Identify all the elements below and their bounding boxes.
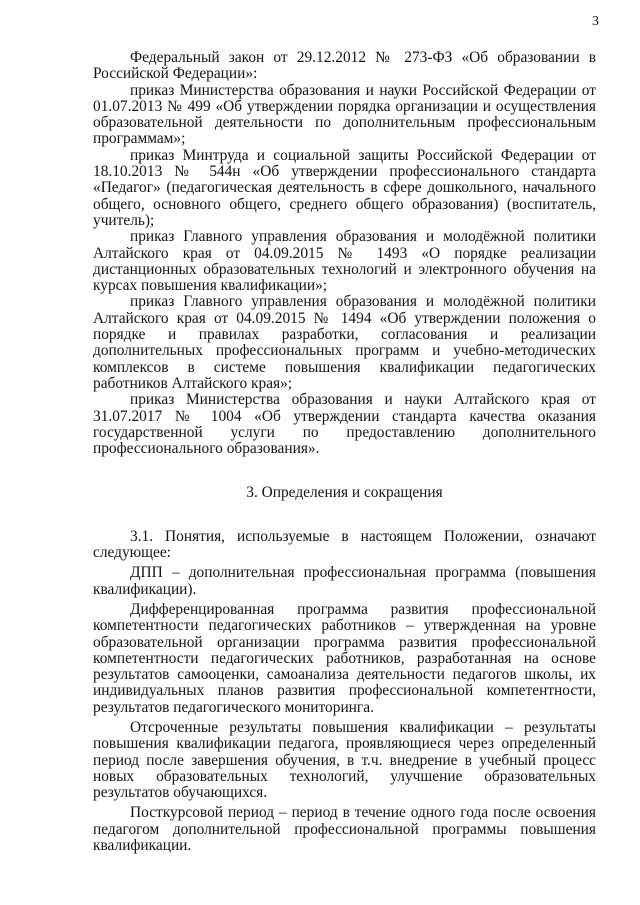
definition-item: Отсроченные результаты повышения квалификации – результаты повышения квалификации педагога, проявляющиеся через определенный период после завершения обучения, в т.ч. внедрение в учебный процесс новых образовательных технологий, улучшение образовательных результатов обучающихся. — [93, 718, 596, 802]
document-body — [93, 50, 596, 854]
definition-item: ДПП – дополнительная профессиональная программа (повышения квалификации). — [93, 564, 596, 598]
legal-basis-item: приказ Главного управления образования и молодёжной политики Алтайского края от 04.09.2015 № 1494 «Об утверждении положения о порядке и правилах разработки, согласования и реализации дополнительных профессиональных программ и учебно-методических комплексов в системе повышения квалификации педагогических работников Алтайского края»; — [93, 293, 596, 392]
definition-item: Посткурсовой период – период в течение одного года после освоения педагогом дополнительной профессиональной программы повышения квалификации. — [93, 804, 596, 855]
definitions-intro: 3.1. Понятия, используемые в настоящем Положении, означают следующее: — [93, 527, 596, 562]
definition-item: Дифференцированная программа развития профессиональной компетентности педагогических работников – утвержденная на уровне образовательной организации программа развития профессиональной компетентности педагогических работников, разработанная на основе результатов самооценки, самоанализа деятельности педагогов школы, их индивидуальных планов развития профессиональной компетентности, результатов педагогического мониторинга. — [93, 600, 596, 716]
section-heading: 3. Определения и сокращения — [246, 484, 443, 502]
legal-basis-item: Федеральный закон от 29.12.2012 № 273-ФЗ «Об образовании в Российской Федерации»: — [93, 49, 596, 83]
legal-basis-item: приказ Министерства образования и науки Алтайского края от 31.07.2017 № 1004 «Об утверждении стандарта качества оказания государственной услуги по предоставлению дополнительного профессионального образования». — [93, 391, 596, 458]
page-number: 3 — [592, 14, 599, 29]
legal-basis-item: приказ Минтруда и социальной защиты Российской Федерации от 18.10.2013 № 544н «Об утверждении профессионального стандарта «Педагог» (педагогическая деятельность в сфере дошкольного, начального общего, основного общего, среднего общего образования) (воспитатель, учитель); — [93, 146, 596, 229]
legal-basis-item: приказ Министерства образования и науки Российской Федерации от 01.07.2013 № 499 «Об утверждении порядка организации и осуществления образовательной деятельности по дополнительным профессиональным программам»; — [93, 81, 596, 148]
legal-basis-item: приказ Главного управления образования и молодёжной политики Алтайского края от 04.09.2015 № 1493 «О порядке реализации дистанционных образовательных технологий и электронного обучения на курсах повышения квалификации»; — [93, 228, 596, 295]
